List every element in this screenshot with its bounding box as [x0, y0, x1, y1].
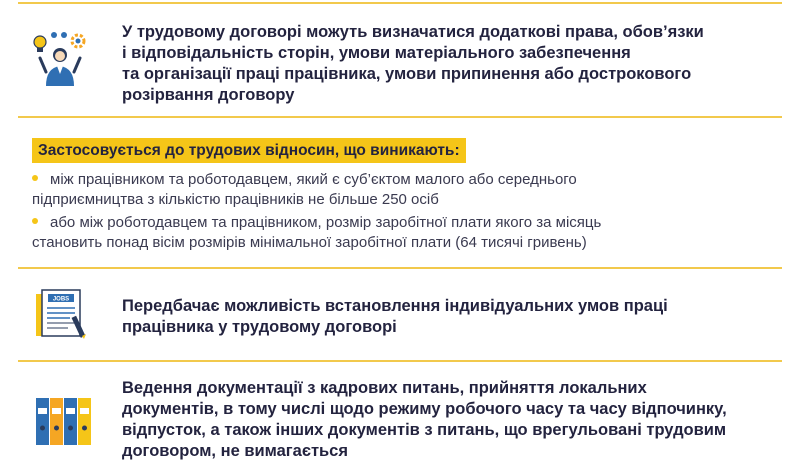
rights-line-1: У трудовому договорі можуть визначатися додаткові права, обов’язки [122, 23, 704, 41]
rights-line-3: та організації праці працівника, умови припинення або дострокового [122, 65, 692, 83]
documentation-line-1: Ведення документації з кадрових питань, прийняття локальних [122, 379, 647, 397]
documentation-line-4: договором, не вимагається [122, 442, 348, 460]
top-divider [18, 2, 782, 4]
divider-2 [18, 267, 782, 269]
documentation-line-2: документів, в тому числі щодо режиму робочого часу та часу відпочинку, [122, 400, 727, 418]
bullet-1-line-2: підприємництва з кількістю працівників не більше 250 осіб [32, 191, 439, 208]
individual-line-1: Передбачає можливість встановлення індивідуальних умов праці [122, 297, 668, 315]
list-item [32, 213, 601, 253]
bullet-1-line-1: між працівником та роботодавцем, який є суб’єктом малого або середнього [50, 171, 577, 188]
bullet-dot [32, 175, 38, 181]
divider-1 [18, 116, 782, 118]
bullet-2-line-2: становить понад вісім розмірів мінімальної заробітної плати (64 тисячі гривень) [32, 234, 587, 251]
list-item [32, 170, 577, 210]
documentation-line-3: відпусток, а також інших документів з питань, що врегульовані трудовим [122, 421, 727, 439]
rights-text [122, 22, 782, 106]
individual-line-2: працівника у трудовому договорі [122, 318, 397, 336]
jobs-document-icon [32, 288, 92, 340]
jobs-label: JOBS [52, 296, 70, 303]
bullet-dot [32, 218, 38, 224]
documentation-text [122, 378, 792, 462]
bullet-2-line-1: або між роботодавцем та працівником, розмір заробітної плати якого за місяць [50, 214, 602, 231]
rights-line-4: розірвання договору [122, 86, 295, 104]
rights-line-2: і відповідальність сторін, умови матеріального забезпечення [122, 44, 631, 62]
binders-icon [34, 394, 94, 445]
individual-text [122, 296, 782, 338]
applies-heading: Застосовується до трудових відносин, що виникають: [32, 138, 466, 163]
person-ideas-icon [30, 28, 90, 88]
divider-3 [18, 360, 782, 362]
